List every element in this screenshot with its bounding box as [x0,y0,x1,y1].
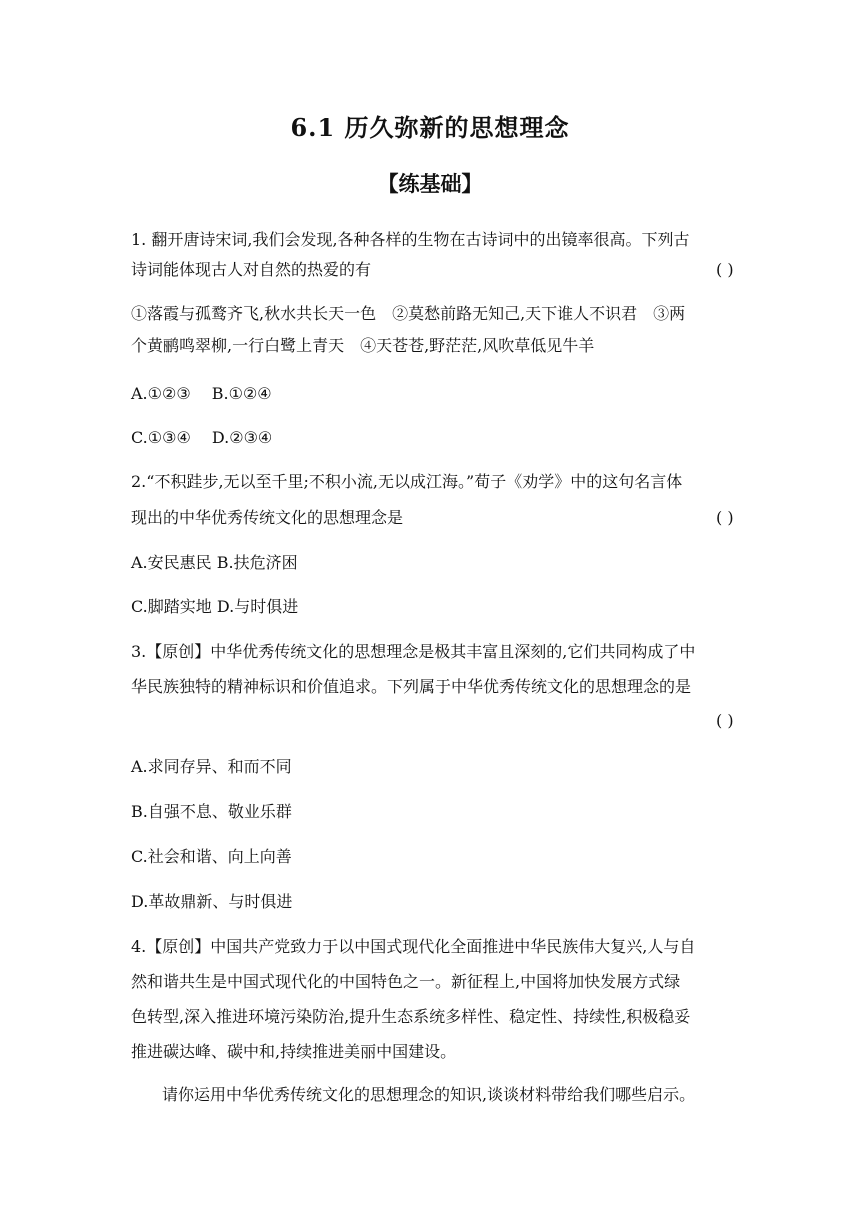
q1-choice-ab: A.①②③ B.①②④ [131,384,272,403]
q3-choice-c: C.社会和谐、向上向善 [131,847,292,866]
q2-choice-cd: C.脚踏实地 D.与时俱进 [131,597,299,616]
q1-options-line-1: ①落霞与孤鹜齐飞,秋水共长天一色 ②莫愁前路无知己,天下谁人不识君 ③两 [131,304,686,323]
q4-material-line-4: 推进碳达峰、碳中和,持续推进美丽中国建设。 [131,1042,457,1061]
q1-stem-line-2: 诗词能体现古人对自然的热爱的有 [131,260,372,279]
q3-stem-line-2: 华民族独特的精神标识和价值追求。下列属于中华优秀传统文化的思想理念的是 [131,677,692,696]
q3-choice-d: D.革故鼎新、与时俱进 [131,892,293,911]
q2-stem-line-2: 现出的中华优秀传统文化的思想理念是 [131,508,404,527]
q1-answer-bracket: ( ) [716,260,734,279]
page-title: 6.1 历久弥新的思想理念 [290,113,570,142]
section-heading: 【练基础】 [377,171,483,196]
q2-answer-bracket: ( ) [716,508,734,527]
q4-material-line-2: 然和谐共生是中国式现代化的中国特色之一。新征程上,中国将加快发展方式绿 [131,972,681,991]
q3-choice-b: B.自强不息、敬业乐群 [131,802,292,821]
q4-material-line-3: 色转型,深入推进环境污染防治,提升生态系统多样性、稳定性、持续性,积极稳妥 [131,1007,691,1026]
q1-stem-line-1: 1. 翻开唐诗宋词,我们会发现,各种各样的生物在古诗词中的出镜率很高。下列古 [131,230,690,249]
q4-prompt: 请你运用中华优秀传统文化的思想理念的知识,谈谈材料带给我们哪些启示。 [162,1085,696,1104]
q2-stem-line-1: 2.“不积跬步,无以至千里;不积小流,无以成江海。”荀子《劝学》中的这句名言体 [131,472,683,491]
q2-choice-ab: A.安民惠民 B.扶危济困 [131,553,298,572]
q4-material-line-1: 4.【原创】中国共产党致力于以中国式现代化全面推进中华民族伟大复兴,人与自 [131,937,696,956]
q3-choice-a: A.求同存异、和而不同 [131,757,292,776]
q3-answer-bracket: ( ) [716,711,734,730]
q3-stem-line-1: 3.【原创】中华优秀传统文化的思想理念是极其丰富且深刻的,它们共同构成了中 [131,642,696,661]
q1-options-line-2: 个黄鹂鸣翠柳,一行白鹭上青天 ④天苍苍,野茫茫,风吹草低见牛羊 [131,336,595,355]
q1-choice-cd: C.①③④ D.②③④ [131,428,273,447]
